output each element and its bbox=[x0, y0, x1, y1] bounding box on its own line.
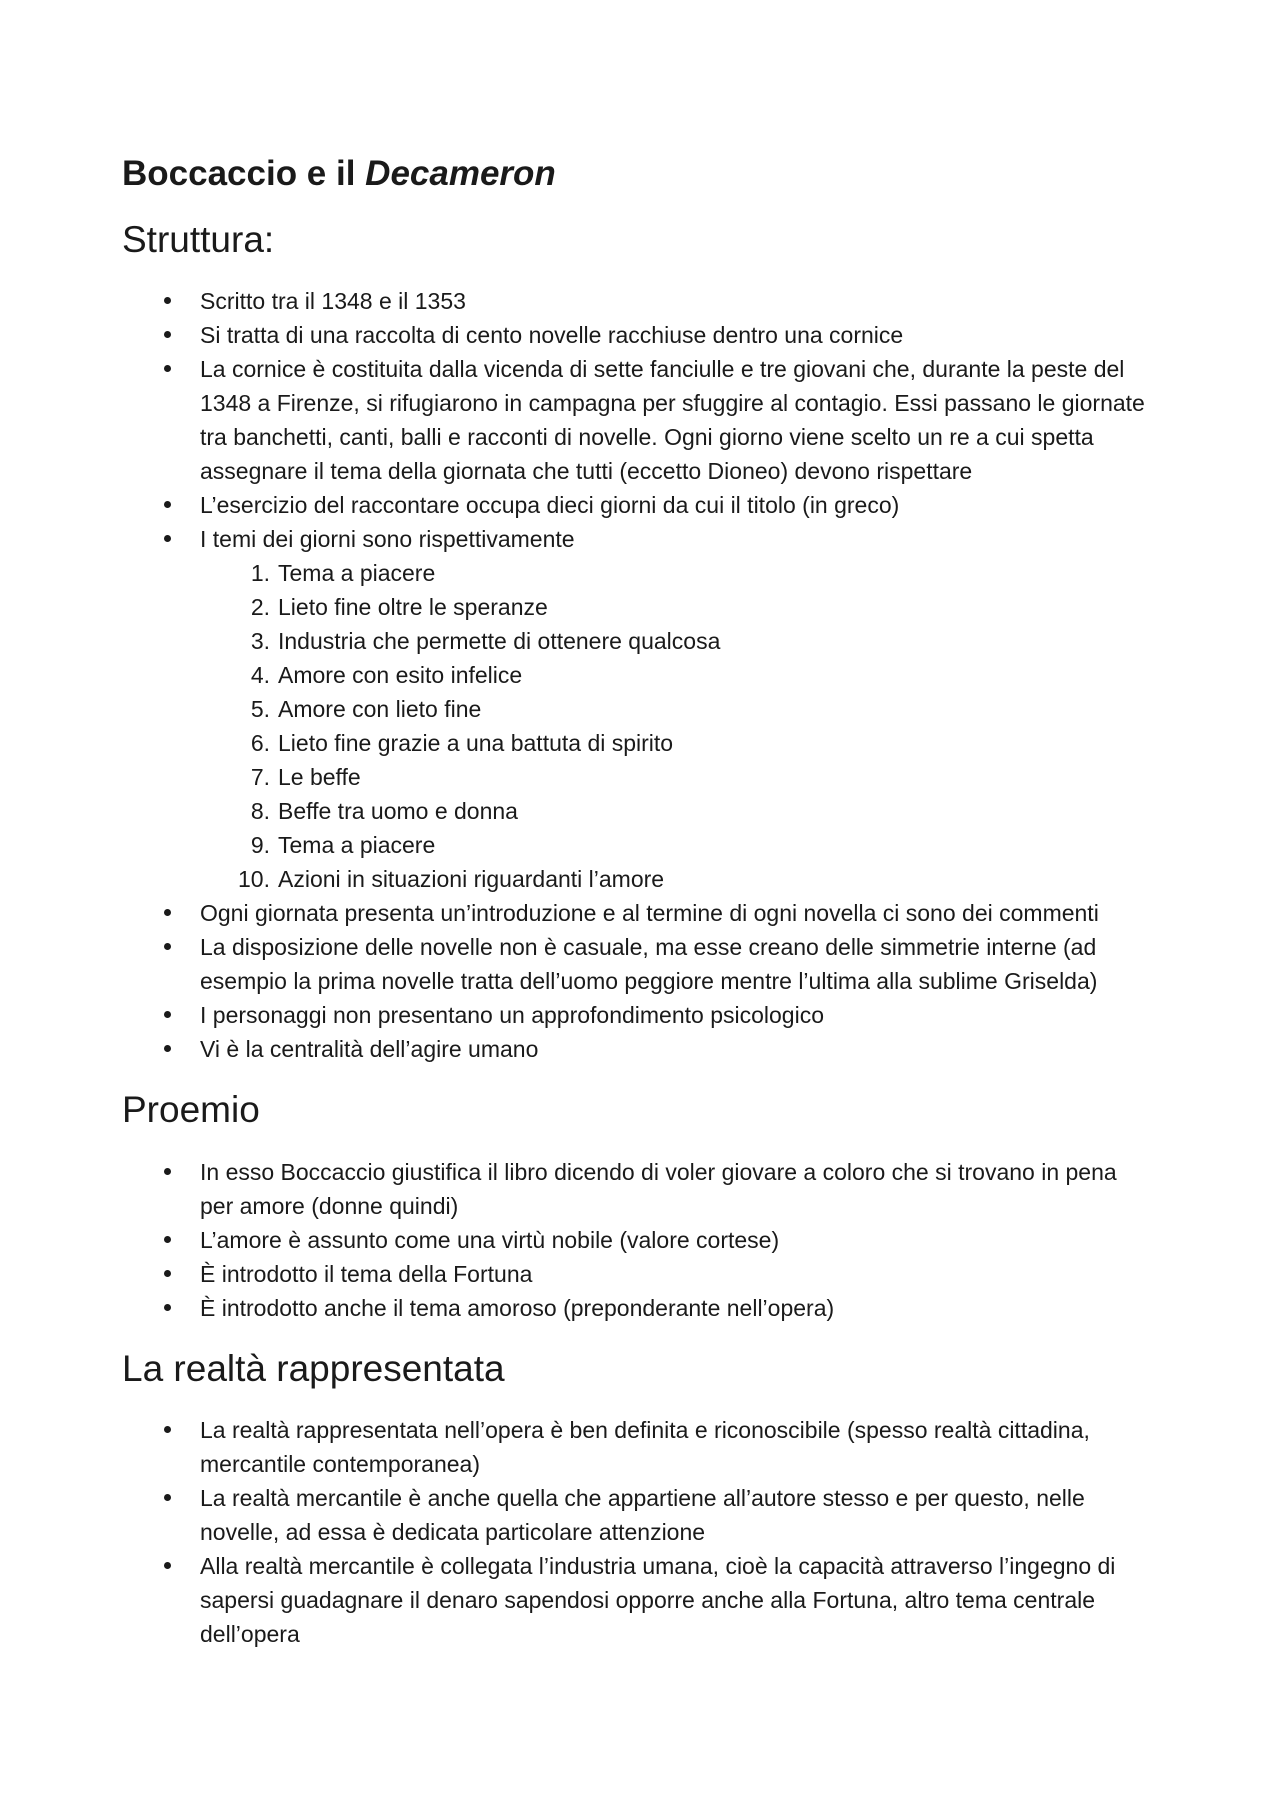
list-item: È introdotto il tema della Fortuna bbox=[122, 1257, 1150, 1291]
item-text: Beffe tra uomo e donna bbox=[278, 798, 518, 825]
item-text: Tema a piacere bbox=[278, 560, 436, 587]
document-title bbox=[122, 152, 1150, 196]
section-heading-proemio: Proemio bbox=[122, 1089, 260, 1131]
temi-numbered-list bbox=[200, 556, 1150, 896]
list-item: Si tratta di una raccolta di cento novelle racchiuse dentro una cornice bbox=[122, 318, 1150, 352]
item-text: Amore con esito infelice bbox=[278, 662, 523, 689]
item-number: 9. bbox=[250, 832, 270, 859]
numbered-item bbox=[200, 658, 1150, 692]
item-text: Tema a piacere bbox=[278, 832, 436, 859]
numbered-item bbox=[200, 760, 1150, 794]
numbered-item bbox=[200, 726, 1150, 760]
item-number: 1. bbox=[250, 560, 270, 587]
list-item: La realtà rappresentata nell’opera è ben definita e riconoscibile (spesso realtà cittadina, mercantile contemporanea) bbox=[122, 1413, 1150, 1481]
list-item: Alla realtà mercantile è collegata l’industria umana, cioè la capacità attraverso l’ingegno di sapersi guadagnare il denaro sapendosi opporre anche alla Fortuna, altro tema centrale dell’opera bbox=[122, 1549, 1150, 1651]
list-item bbox=[122, 522, 1150, 896]
list-item: È introdotto anche il tema amoroso (preponderante nell’opera) bbox=[122, 1291, 1150, 1325]
numbered-item bbox=[200, 556, 1150, 590]
item-text: Industria che permette di ottenere qualcosa bbox=[278, 628, 721, 655]
numbered-item bbox=[200, 590, 1150, 624]
title-prefix: Boccaccio e il bbox=[122, 154, 366, 193]
item-text: Le beffe bbox=[278, 764, 361, 791]
list-item-text: I temi dei giorni sono rispettivamente bbox=[200, 526, 575, 553]
item-number: 2. bbox=[250, 594, 270, 621]
item-number: 3. bbox=[250, 628, 270, 655]
section-heading-struttura: Struttura: bbox=[122, 218, 275, 260]
item-text: Lieto fine grazie a una battuta di spirito bbox=[278, 730, 674, 757]
item-number: 8. bbox=[250, 798, 270, 825]
struttura-bullet-list bbox=[122, 284, 1150, 896]
numbered-item bbox=[200, 828, 1150, 862]
list-item: I personaggi non presentano un approfondimento psicologico bbox=[122, 998, 1150, 1032]
section-heading-realta: La realtà rappresentata bbox=[122, 1347, 505, 1389]
list-item: La disposizione delle novelle non è casuale, ma esse creano delle simmetrie interne (ad esempio la prima novelle tratta dell’uomo peggiore mentre l’ultima alla sublime Griselda) bbox=[122, 930, 1150, 998]
numbered-item bbox=[200, 862, 1150, 896]
item-text: Amore con lieto fine bbox=[278, 696, 482, 723]
list-item: La realtà mercantile è anche quella che appartiene all’autore stesso e per questo, nelle novelle, ad essa è dedicata particolare attenzione bbox=[122, 1481, 1150, 1549]
numbered-item bbox=[200, 624, 1150, 658]
list-item: La cornice è costituita dalla vicenda di sette fanciulle e tre giovani che, durante la peste del 1348 a Firenze, si rifugiarono in campagna per sfuggire al contagio. Essi passano le giornate tra banchetti, canti, balli e racconti di novelle. Ogni giorno viene scelto un re a cui spetta assegnare il tema della giornata che tutti (eccetto Dioneo) devono rispettare bbox=[122, 352, 1150, 488]
numbered-item bbox=[200, 794, 1150, 828]
realta-bullet-list bbox=[122, 1413, 1150, 1651]
item-text: Lieto fine oltre le speranze bbox=[278, 594, 548, 621]
numbered-item bbox=[200, 692, 1150, 726]
item-number: 4. bbox=[250, 662, 270, 689]
item-number: 6. bbox=[250, 730, 270, 757]
title-emphasis: Decameron bbox=[365, 154, 556, 193]
list-item: L’esercizio del raccontare occupa dieci giorni da cui il titolo (in greco) bbox=[122, 488, 1150, 522]
struttura-bullet-list-continued bbox=[122, 896, 1150, 1066]
proemio-bullet-list bbox=[122, 1155, 1150, 1325]
item-number: 5. bbox=[250, 696, 270, 723]
item-number: 10. bbox=[238, 866, 270, 893]
list-item: In esso Boccaccio giustifica il libro dicendo di voler giovare a coloro che si trovano in pena per amore (donne quindi) bbox=[122, 1155, 1150, 1223]
item-number: 7. bbox=[250, 764, 270, 791]
list-item: Scritto tra il 1348 e il 1353 bbox=[122, 284, 1150, 318]
list-item: L’amore è assunto come una virtù nobile (valore cortese) bbox=[122, 1223, 1150, 1257]
list-item: Ogni giornata presenta un’introduzione e al termine di ogni novella ci sono dei commenti bbox=[122, 896, 1150, 930]
list-item: Vi è la centralità dell’agire umano bbox=[122, 1032, 1150, 1066]
item-text: Azioni in situazioni riguardanti l’amore bbox=[278, 866, 665, 893]
